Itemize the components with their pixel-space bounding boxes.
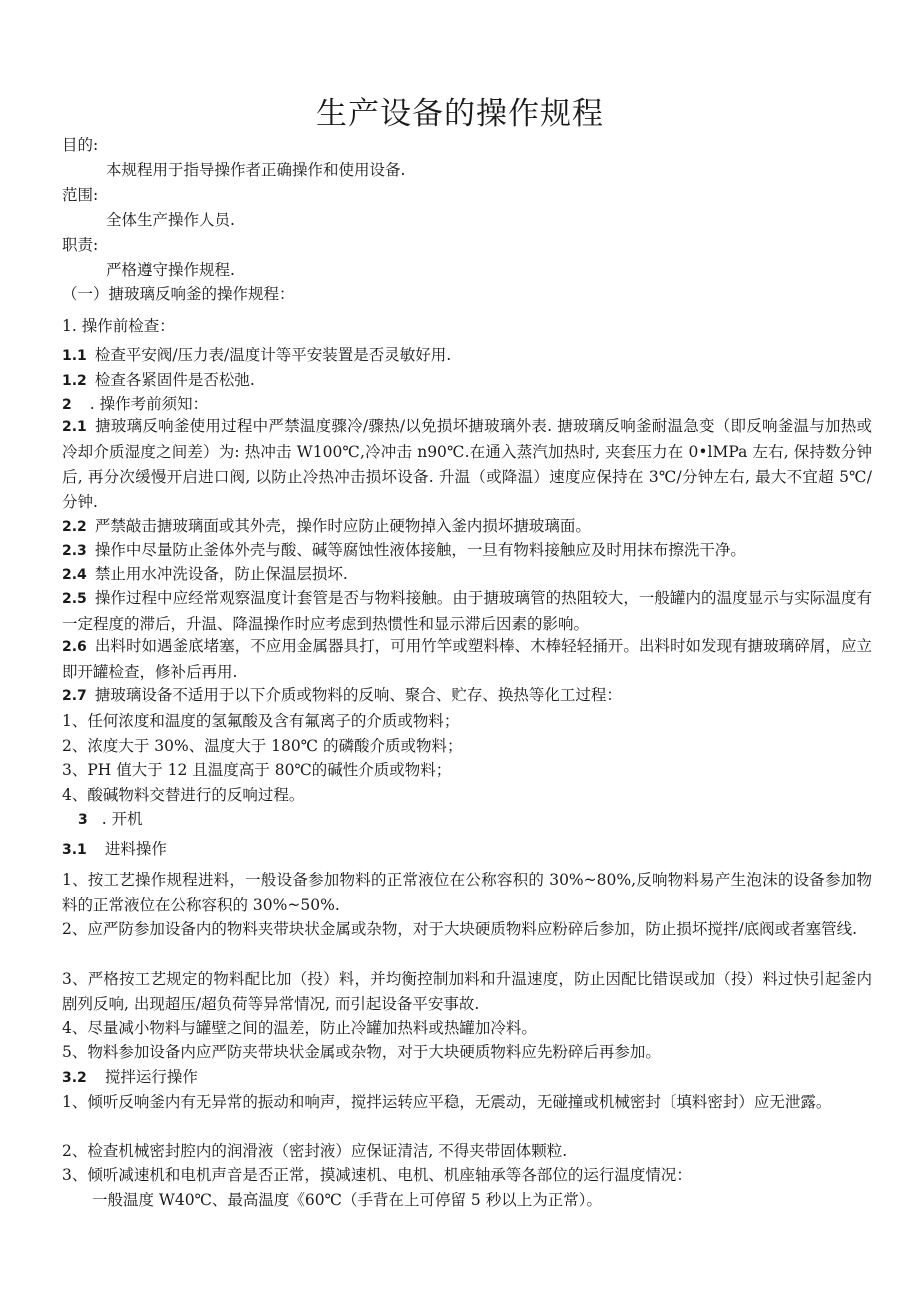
item-2-1 (62, 414, 872, 515)
item-2-3 (62, 538, 872, 564)
item-3-1 (62, 838, 167, 862)
item-1-2 (62, 369, 255, 393)
purpose-text: 本规程用于指导操作者正确操作和使用设备. (106, 161, 406, 179)
item-text: 出料时如遇釜底堵塞，不应用金属器具打，可用竹竿或塑料棒、木棒轻轻捅开。出料时如发现有搪玻璃碎屑，应立即开罐检查，修补后再用. (62, 637, 872, 681)
list-item: 2、浓度大于 30%、温度大于 180℃ 的磷酸介质或物料； (62, 737, 463, 755)
item-number: 1.1 (62, 348, 87, 364)
item-number: 2.3 (62, 543, 87, 559)
item-number: 2.4 (62, 567, 87, 583)
list-item: 3、严格按工艺规定的物料配比加（投）料，并均衡控制加料和升温速度，防止因配比错误或加（投）料过快引起釜内剧列反响, 出现超压/超负荷等异常情况, 而引起设备平安事故. (62, 970, 872, 1013)
item-number: 3.2 (62, 1070, 87, 1086)
item-text: 搪玻璃反响釜使用过程中严禁温度骤冷/骤热/以免损坏搪玻璃外表. 搪玻璃反响釜耐温急变（即反响釜温与加热或冷却介质湿度之间差）为: 热冲击 W100℃,冷冲击 n90℃.在通入蒸汽加热时, 夹套压力在 0•lMPa 左右, 保持数分钟后, 再分次缓慢开启进口阀, 以防止冷热冲击损坏设备. 升温（或降温）速度应保持在 3℃/分钟左右, 最大不宜超 5℃/分钟. (62, 417, 872, 511)
item-2-5 (62, 586, 872, 637)
item-number: 3.1 (62, 842, 87, 858)
item-text: 禁止用水冲洗设备，防止保温层损坏. (94, 565, 348, 583)
duty-text: 严格遵守操作规程. (106, 261, 235, 279)
item-number: 2.6 (62, 639, 87, 655)
duty-label: 职责: (62, 236, 99, 254)
section-heading: （一）搪玻璃反响釜的操作规程： (62, 285, 295, 303)
item-2-7 (62, 683, 872, 709)
item-2-4 (62, 562, 872, 588)
item-number: 2.2 (62, 519, 87, 535)
item-text: 操作中尽量防止釜体外壳与酸、碱等腐蚀性液体接触，一旦有物料接触应及时用抹布擦洗干净。 (94, 541, 746, 559)
list-item: 4、酸碱物料交替进行的反响过程。 (62, 786, 305, 804)
item-text: 搅拌运行操作 (104, 1068, 198, 1086)
item-number: 2.1 (62, 419, 87, 435)
list-item-continuation: 一般温度 W40℃、最高温度《60℃（手背在上可停留 5 秒以上为正常）。 (92, 1191, 602, 1209)
item-2-6 (62, 634, 872, 685)
item-number: 2.5 (62, 591, 87, 607)
page-title: 生产设备的操作规程 (316, 96, 604, 132)
list-item: 5、物料参加设备内应严防夹带块状金属或杂物，对于大块硬质物料应先粉碎后再参加。 (62, 1043, 661, 1061)
item-2-2 (62, 514, 872, 540)
item-number: 1.2 (62, 373, 87, 389)
list-item: 2、应严防参加设备内的物料夹带块状金属或杂物，对于大块硬质物料应粉碎后参加，防止损坏搅拌/底阀或者塞管线. (62, 920, 858, 938)
item-number: 2 (62, 397, 72, 413)
scope-text: 全体生产操作人员. (106, 211, 235, 229)
item-3-2 (62, 1066, 198, 1090)
list-item: 1、按工艺操作规程进料，一般设备参加物料的正常液位在公称容积的 30%~80%,反响物料易产生泡沫的设备参加物料的正常液位在公称容积的 30%~50%. (62, 871, 872, 914)
item-number: 3 (78, 812, 88, 828)
scope-label: 范围: (62, 186, 99, 204)
item-text: . 操作考前须知： (89, 395, 209, 413)
purpose-label: 目的: (62, 136, 99, 154)
item-text: 搪玻璃设备不适用于以下介质或物料的反响、聚合、贮存、换热等化工过程： (94, 686, 622, 704)
item-text: 进料操作 (104, 840, 167, 858)
item-text: 检查各紧固件是否松弛. (94, 371, 255, 389)
item-text: 检查平安阀/压力表/温度计等平安装置是否灵敏好用. (94, 346, 452, 364)
item-text: . 开机 (101, 810, 143, 828)
list-item: 2、检查机械密封腔内的润滑液（密封液）应保证清洁, 不得夹带固体颗粒. (62, 1142, 568, 1160)
list-item: 4、尽量减小物料与罐壁之间的温差，防止冷罐加热料或热罐加冷料。 (62, 1019, 537, 1037)
item-number: 2.7 (62, 688, 87, 704)
step-heading-3 (78, 808, 143, 832)
list-item: 3、PH 值大于 12 且温度高于 80℃的碱性介质或物料； (62, 761, 452, 779)
list-item: 1、倾听反响釜内有无异常的振动和响声，搅拌运转应平稳，无震动，无碰撞或机械密封〔填料密封）应无泄露。 (62, 1093, 832, 1111)
step-heading-1: 1. 操作前检查： (62, 317, 175, 335)
item-1-1 (62, 344, 451, 368)
item-text: 操作过程中应经常观察温度计套管是否与物料接触。由于搪玻璃管的热阻较大，一般罐内的温度显示与实际温度有一定程度的滞后，升温、降温操作时应考虑到热惯性和显示滞后因素的影响。 (62, 589, 872, 633)
list-item: 3、倾听减速机和电机声音是否正常，摸减速机、电机、机座轴承等各部位的运行温度情况： (62, 1166, 692, 1184)
list-item: 1、任何浓度和温度的氢氟酸及含有氟离子的介质或物料； (62, 712, 460, 730)
item-text: 严禁敲击搪玻璃面或其外壳，操作时应防止硬物掉入釜内损坏搪玻璃面。 (94, 517, 591, 535)
